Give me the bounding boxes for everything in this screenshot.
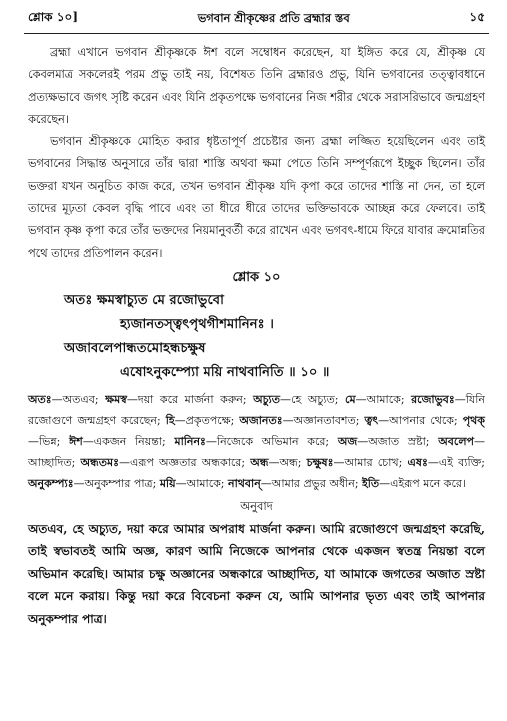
synonym-word: অন্ধতমঃ [80,456,119,470]
sanskrit-verse [28,289,485,385]
synonym-meaning: —আচ্ছাদিত; [28,435,485,470]
synonym-meaning: —হে অচ্যুত; [280,393,345,407]
verse-line: অজাবলেপান্ধতমোহন্ধচক্ষুষ [64,341,206,357]
synonym-word: পৃথক্ [462,414,485,428]
synonym-word: অজ [337,435,358,449]
synonym-meaning: —আমাকে; [355,393,412,407]
synonym-meaning: —যিনি রজোগুণে জন্মগ্রহণ করেছেন; [28,393,485,428]
synonym-meaning: —অজাত স্রষ্টা; [357,435,439,449]
page-body [28,42,485,630]
synonym-meaning: —আমার প্রভুর অধীন; [260,477,363,491]
synonym-meaning: —আমার চোখ; [333,456,408,470]
running-header [28,8,485,30]
synonym-word: অতঃ [28,393,52,407]
purport-paragraph: ব্রহ্মা এখানে ভগবান শ্রীকৃষ্ণকে ঈশ বলে সম্বোধন করেছেন, যা ইঙ্গিত করে যে, শ্রীকৃষ্ণ যে কেবলমাত্র সকলেরই পরম প্রভু তাই নয়, বিশেষত তিনি ব্রহ্মারও প্রভু, যিনি ভগবানের তত্ত্বাবধানে প্রত্যক্ষভাবে জগৎ সৃষ্টি করেন এবং যিনি প্রকৃতপক্ষে ভগবানের নিজ শরীর থেকে সরাসরিভাবে জন্মগ্রহণ করেছেন। [28,46,485,126]
synonym-meaning: —প্রকৃতপক্ষে; [174,414,240,428]
synonym-meaning: —ভিন্ন; [28,435,70,449]
verse-line: এষোঽনুকম্প্যো ময়ি নাথবানিতি ॥ ১০ ॥ [120,365,330,381]
synonym-meaning: —নিজেকে অভিমান করে; [205,435,338,449]
synonym-meaning: —এইরূপ মনে করে। [379,477,466,491]
synonym-meaning: —অতএব; [51,393,106,407]
verse-title: শ্লোক ১০ [232,269,281,285]
synonym-meaning: —একজন নিয়ন্তা; [82,435,175,449]
page-number: ১৫ [469,10,485,24]
synonym-word: নাথবান্ [228,477,261,491]
synonym-word: অনুকম্প্যঃ [28,477,74,491]
header-chapter-title: ভগবান শ্রীকৃষ্ণের প্রতি ব্রহ্মার স্তব [197,10,350,25]
header-verse-ref: শ্লোক ১০] [28,10,79,24]
synonym-word: ক্ষমস্ব [105,393,127,407]
synonym-meaning: —আপনার থেকে; [378,414,463,428]
synonym-meaning: —অজ্ঞানতাবশত; [282,414,365,428]
purport-paragraph: ভগবান শ্রীকৃষ্ণকে মোহিত করার ধৃষ্টতাপূর্ণ প্রচেষ্টার জন্য ব্রহ্মা লজ্জিত হয়েছিলেন এবং তাই ভগবানের সিদ্ধান্ত অনুসারে তাঁর দ্বারা শাস্তি অথবা ক্ষমা পেতে তিনি সম্পূর্ণরূপে ইচ্ছুক ছিলেন। তাঁর ভক্তরা যখন অনুচিত কাজ করে, তখন ভগবান শ্রীকৃষ্ণ যদি কৃপা করে তাদের শাস্তি না দেন, তা হলে তাদের মূঢ়তা কেবল বৃদ্ধি পাবে এবং তা ধীরে ধীরে তাদের ভক্তিভাবকে আচ্ছন্ন করে ফেলবে। তাই ভগবান কৃষ্ণ কৃপা করে তাঁর ভক্তদের নিয়মানুবর্তী করে রাখেন এবং ভগবৎ-ধামে ফিরে যাবার ক্রমোন্নতির পথে তাদের প্রতিপালন করেন। [28,135,485,260]
synonym-word: হি [165,414,175,428]
verse-line: অতঃ ক্ষমস্বাচ্যুত মে রজোভুবো [64,293,224,309]
synonym-word: মে [345,393,356,407]
synonym-word: অচ্যুত [253,393,281,407]
synonym-meaning: —অন্ধ; [268,456,307,470]
synonym-word: অন্ধ [250,456,269,470]
verse-line: হ্যজানতস্ত্বৎপৃথগীশমানিনঃ । [120,317,274,333]
synonym-meaning: —এই ব্যক্তি; [427,456,485,470]
synonym-word: অবলেপ [438,435,474,449]
word-for-word-synonyms [28,389,485,494]
synonym-word: ঈশ [69,435,83,449]
synonym-word: চক্ষুষঃ [306,456,334,470]
header-rule [24,33,489,34]
synonym-word: ইতি [362,477,380,491]
translation-text: অতএব, হে অচ্যুত, দয়া করে আমার অপরাধ মার্জনা করুন। আমি রজোগুণে জন্মগ্রহণ করেছি, তাই স্বভাবতই আমি অজ্ঞ, কারণ আমি নিজেকে আপনার থেকে একজন স্বতন্ত্র নিয়ন্তা বলে অভিমান করেছি। আমার চক্ষু অজ্ঞানের অন্ধকারে আচ্ছাদিত, যা আমাকে জগতের অজাত স্রষ্টা বলে মনে করায়। কিন্তু দয়া করে বিবেচনা করুন যে, আমি আপনার ভৃত্য এবং তাই আপনার অনুকম্পার পাত্র। [28,521,485,626]
synonym-meaning: —এরূপ অজ্ঞতার অন্ধকারে; [118,456,251,470]
synonym-word: ময়ি [159,477,176,491]
synonym-meaning: —অনুকম্পার পাত্র; [73,477,160,491]
synonym-word: ত্বৎ [364,414,379,428]
synonym-word: অজানতঃ [239,414,283,428]
synonym-meaning: —আমাকে; [175,477,229,491]
synonym-word: মানিনঃ [174,435,206,449]
synonym-word: রজোভুবঃ [411,393,455,407]
synonym-word: এষঃ [407,456,428,470]
translation-title: অনুবাদ [240,499,273,514]
synonym-meaning: —দয়া করে মার্জনা করুন; [126,393,254,407]
